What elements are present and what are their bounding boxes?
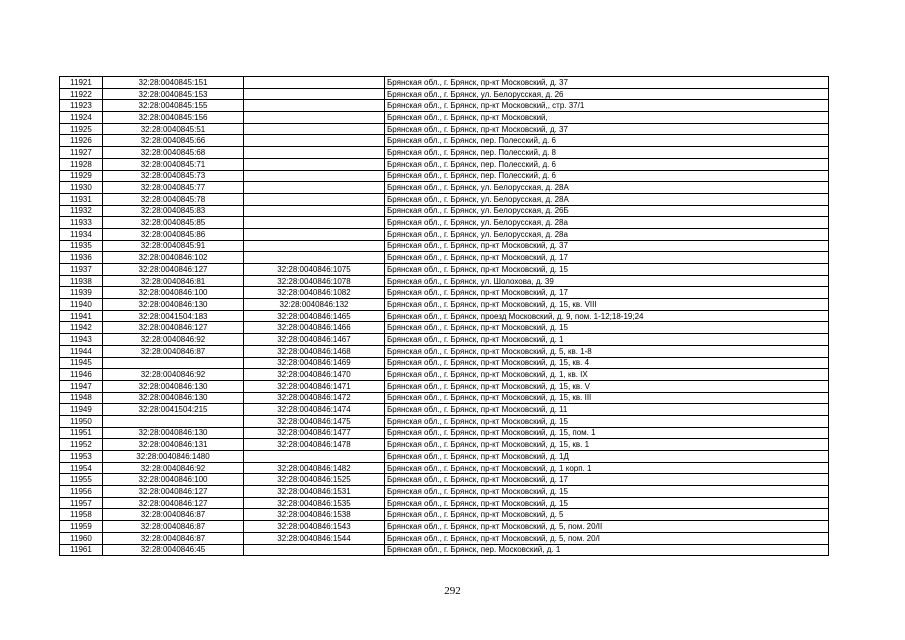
address-cell: Брянская обл., г. Брянск, пр-кт Московский, д. 1Д	[385, 451, 829, 463]
address-cell: Брянская обл., г. Брянск, пр-кт Московский, д. 5	[385, 509, 829, 521]
row-number-cell: 11959	[60, 521, 103, 533]
address-cell: Брянская обл., г. Брянск, пр-кт Московский, д. 15	[385, 497, 829, 509]
cadastral-number-cell: 32:28:0040846:130	[103, 392, 244, 404]
table-row	[60, 404, 829, 416]
table-row	[60, 228, 829, 240]
parcel-number-cell: 32:28:0040846:1538	[244, 509, 385, 521]
table-row	[60, 427, 829, 439]
table-row	[60, 380, 829, 392]
cadastral-number-cell	[103, 415, 244, 427]
table-row	[60, 170, 829, 182]
table-row	[60, 544, 829, 556]
row-number-cell: 11922	[60, 88, 103, 100]
cadastral-number-cell: 32:28:0040846:127	[103, 497, 244, 509]
parcel-number-cell: 32:28:0040846:1525	[244, 474, 385, 486]
row-number-cell: 11943	[60, 334, 103, 346]
parcel-number-cell	[244, 112, 385, 124]
cadastral-number-cell: 32:28:0040846:127	[103, 264, 244, 276]
address-cell: Брянская обл., г. Брянск, пр-кт Московский,, стр. 37/1	[385, 100, 829, 112]
cadastral-number-cell: 32:28:0040846:92	[103, 334, 244, 346]
table-row	[60, 77, 829, 89]
parcel-number-cell: 32:28:0040846:1468	[244, 345, 385, 357]
parcel-number-cell	[244, 170, 385, 182]
table-row	[60, 486, 829, 498]
row-number-cell: 11945	[60, 357, 103, 369]
cadastral-number-cell: 32:28:0040845:156	[103, 112, 244, 124]
table-row	[60, 497, 829, 509]
cadastral-number-cell: 32:28:0040846:87	[103, 345, 244, 357]
address-cell: Брянская обл., г. Брянск, ул. Белорусская, д. 28А	[385, 193, 829, 205]
table-row	[60, 135, 829, 147]
cadastral-number-cell: 32:28:0041504:215	[103, 404, 244, 416]
cadastral-number-cell: 32:28:0041504:183	[103, 310, 244, 322]
address-cell: Брянская обл., г. Брянск, пр-кт Московский, д. 1 корп. 1	[385, 462, 829, 474]
table-row	[60, 252, 829, 264]
parcel-number-cell: 32:28:0040846:1543	[244, 521, 385, 533]
parcel-number-cell: 32:28:0040846:1477	[244, 427, 385, 439]
row-number-cell: 11938	[60, 275, 103, 287]
parcel-number-cell	[244, 135, 385, 147]
table-row	[60, 345, 829, 357]
address-cell: Брянская обл., г. Брянск, ул. Белорусская, д. 28а	[385, 217, 829, 229]
row-number-cell: 11947	[60, 380, 103, 392]
table-row	[60, 462, 829, 474]
cadastral-number-cell: 32:28:0040845:151	[103, 77, 244, 89]
address-cell: Брянская обл., г. Брянск, пр-кт Московский, д. 1	[385, 334, 829, 346]
row-number-cell: 11926	[60, 135, 103, 147]
table-row	[60, 415, 829, 427]
cadastral-number-cell	[103, 357, 244, 369]
cadastral-number-cell: 32:28:0040846:130	[103, 380, 244, 392]
address-cell: Брянская обл., г. Брянск, пр-кт Московский, д. 17	[385, 252, 829, 264]
table-row	[60, 334, 829, 346]
cadastral-number-cell: 32:28:0040845:86	[103, 228, 244, 240]
table-row	[60, 264, 829, 276]
address-cell: Брянская обл., г. Брянск, пр-кт Московский, д. 5, пом. 20/II	[385, 521, 829, 533]
document-page	[59, 76, 829, 556]
cadastral-number-cell: 32:28:0040845:155	[103, 100, 244, 112]
row-number-cell: 11958	[60, 509, 103, 521]
address-cell: Брянская обл., г. Брянск, пр-кт Московский, д. 15	[385, 415, 829, 427]
cadastral-number-cell: 32:28:0040845:85	[103, 217, 244, 229]
parcel-number-cell: 32:28:0040846:1469	[244, 357, 385, 369]
address-cell: Брянская обл., г. Брянск, пр-кт Московский, д. 1, кв. IX	[385, 369, 829, 381]
address-cell: Брянская обл., г. Брянск, пр-кт Московский, д. 11	[385, 404, 829, 416]
cadastral-number-cell: 32:28:0040845:51	[103, 123, 244, 135]
row-number-cell: 11921	[60, 77, 103, 89]
table-row	[60, 287, 829, 299]
address-cell: Брянская обл., г. Брянск, пер. Полесский, д. 6	[385, 170, 829, 182]
row-number-cell: 11924	[60, 112, 103, 124]
parcel-number-cell	[244, 228, 385, 240]
parcel-number-cell	[244, 182, 385, 194]
row-number-cell: 11923	[60, 100, 103, 112]
row-number-cell: 11952	[60, 439, 103, 451]
row-number-cell: 11925	[60, 123, 103, 135]
cadastral-number-cell: 32:28:0040845:77	[103, 182, 244, 194]
cadastral-number-cell: 32:28:0040845:83	[103, 205, 244, 217]
table-row	[60, 240, 829, 252]
row-number-cell: 11956	[60, 486, 103, 498]
address-cell: Брянская обл., г. Брянск, пер. Московский, д. 1	[385, 544, 829, 556]
parcel-number-cell: 32:28:0040846:1475	[244, 415, 385, 427]
cadastral-number-cell: 32:28:0040846:87	[103, 509, 244, 521]
parcel-number-cell: 32:28:0040846:1544	[244, 532, 385, 544]
cadastral-number-cell: 32:28:0040845:66	[103, 135, 244, 147]
parcel-number-cell	[244, 123, 385, 135]
table-row	[60, 322, 829, 334]
table-row	[60, 158, 829, 170]
parcel-number-cell	[244, 88, 385, 100]
row-number-cell: 11931	[60, 193, 103, 205]
parcel-number-cell: 32:28:0040846:1472	[244, 392, 385, 404]
address-cell: Брянская обл., г. Брянск, пр-кт Московский, д. 15, кв. V	[385, 380, 829, 392]
parcel-number-cell	[244, 158, 385, 170]
cadastral-number-cell: 32:28:0040846:1480	[103, 451, 244, 463]
parcel-number-cell: 32:28:0040846:1471	[244, 380, 385, 392]
parcel-number-cell: 32:28:0040846:1482	[244, 462, 385, 474]
address-cell: Брянская обл., г. Брянск, пр-кт Московский, д. 15, кв. 4	[385, 357, 829, 369]
cadastral-number-cell: 32:28:0040846:87	[103, 521, 244, 533]
address-cell: Брянская обл., г. Брянск, пр-кт Московский, д. 17	[385, 287, 829, 299]
parcel-number-cell	[244, 77, 385, 89]
row-number-cell: 11953	[60, 451, 103, 463]
table-row	[60, 112, 829, 124]
row-number-cell: 11932	[60, 205, 103, 217]
table-row	[60, 521, 829, 533]
cadastral-number-cell: 32:28:0040846:92	[103, 369, 244, 381]
row-number-cell: 11951	[60, 427, 103, 439]
table-row	[60, 123, 829, 135]
table-row	[60, 182, 829, 194]
row-number-cell: 11950	[60, 415, 103, 427]
table-row	[60, 474, 829, 486]
cadastral-number-cell: 32:28:0040846:102	[103, 252, 244, 264]
parcel-number-cell	[244, 240, 385, 252]
table-row	[60, 217, 829, 229]
cadastral-number-cell: 32:28:0040845:153	[103, 88, 244, 100]
address-cell: Брянская обл., г. Брянск, пер. Полесский, д. 8	[385, 147, 829, 159]
address-cell: Брянская обл., г. Брянск, пр-кт Московский, д. 15, кв. VIII	[385, 299, 829, 311]
cadastral-number-cell: 32:28:0040846:45	[103, 544, 244, 556]
parcel-number-cell: 32:28:0040846:1474	[244, 404, 385, 416]
address-cell: Брянская обл., г. Брянск, пр-кт Московский, д. 5, пом. 20/I	[385, 532, 829, 544]
row-number-cell: 11940	[60, 299, 103, 311]
table-row	[60, 357, 829, 369]
address-cell: Брянская обл., г. Брянск, пр-кт Московский, д. 15, пом. 1	[385, 427, 829, 439]
cadastral-number-cell: 32:28:0040846:87	[103, 532, 244, 544]
parcel-number-cell: 32:28:0040846:1466	[244, 322, 385, 334]
address-cell: Брянская обл., г. Брянск, пр-кт Московский, д. 15	[385, 486, 829, 498]
table-row	[60, 369, 829, 381]
parcel-number-cell	[244, 147, 385, 159]
table-row	[60, 451, 829, 463]
address-cell: Брянская обл., г. Брянск, пр-кт Московский, д. 15	[385, 264, 829, 276]
row-number-cell: 11939	[60, 287, 103, 299]
address-cell: Брянская обл., г. Брянск, ул. Белорусская, д. 26	[385, 88, 829, 100]
row-number-cell: 11934	[60, 228, 103, 240]
row-number-cell: 11937	[60, 264, 103, 276]
cadastral-number-cell: 32:28:0040846:130	[103, 299, 244, 311]
parcel-number-cell: 32:28:0040846:132	[244, 299, 385, 311]
parcel-number-cell: 32:28:0040846:1531	[244, 486, 385, 498]
parcel-number-cell	[244, 451, 385, 463]
parcel-number-cell	[244, 544, 385, 556]
table-row	[60, 147, 829, 159]
parcel-number-cell: 32:28:0040846:1082	[244, 287, 385, 299]
parcel-number-cell	[244, 217, 385, 229]
cadastral-number-cell: 32:28:0040846:131	[103, 439, 244, 451]
address-cell: Брянская обл., г. Брянск, ул. Шолохова, д. 39	[385, 275, 829, 287]
cadastral-number-cell: 32:28:0040846:127	[103, 486, 244, 498]
row-number-cell: 11955	[60, 474, 103, 486]
table-row	[60, 509, 829, 521]
row-number-cell: 11961	[60, 544, 103, 556]
table-row	[60, 439, 829, 451]
cadastral-number-cell: 32:28:0040846:130	[103, 427, 244, 439]
cadastral-table	[59, 76, 829, 556]
table-row	[60, 532, 829, 544]
address-cell: Брянская обл., г. Брянск, пр-кт Московский, д. 15, кв. III	[385, 392, 829, 404]
parcel-number-cell: 32:28:0040846:1075	[244, 264, 385, 276]
parcel-number-cell	[244, 252, 385, 264]
address-cell: Брянская обл., г. Брянск, пер. Полесский, д. 6	[385, 158, 829, 170]
row-number-cell: 11957	[60, 497, 103, 509]
parcel-number-cell: 32:28:0040846:1465	[244, 310, 385, 322]
cadastral-number-cell: 32:28:0040845:71	[103, 158, 244, 170]
cadastral-number-cell: 32:28:0040845:91	[103, 240, 244, 252]
table-row	[60, 299, 829, 311]
row-number-cell: 11935	[60, 240, 103, 252]
parcel-number-cell: 32:28:0040846:1470	[244, 369, 385, 381]
table-row	[60, 310, 829, 322]
address-cell: Брянская обл., г. Брянск, ул. Белорусская, д. 28а	[385, 228, 829, 240]
parcel-number-cell: 32:28:0040846:1467	[244, 334, 385, 346]
cadastral-number-cell: 32:28:0040846:127	[103, 322, 244, 334]
parcel-number-cell	[244, 100, 385, 112]
cadastral-number-cell: 32:28:0040846:81	[103, 275, 244, 287]
row-number-cell: 11949	[60, 404, 103, 416]
row-number-cell: 11933	[60, 217, 103, 229]
row-number-cell: 11960	[60, 532, 103, 544]
row-number-cell: 11928	[60, 158, 103, 170]
table-body	[60, 77, 829, 556]
row-number-cell: 11927	[60, 147, 103, 159]
row-number-cell: 11930	[60, 182, 103, 194]
parcel-number-cell	[244, 205, 385, 217]
row-number-cell: 11954	[60, 462, 103, 474]
table-row	[60, 193, 829, 205]
address-cell: Брянская обл., г. Брянск, пр-кт Московский,	[385, 112, 829, 124]
address-cell: Брянская обл., г. Брянск, пр-кт Московский, д. 37	[385, 77, 829, 89]
address-cell: Брянская обл., г. Брянск, пр-кт Московский, д. 5, кв. 1-8	[385, 345, 829, 357]
table-row	[60, 275, 829, 287]
row-number-cell: 11941	[60, 310, 103, 322]
cadastral-number-cell: 32:28:0040845:68	[103, 147, 244, 159]
cadastral-number-cell: 32:28:0040846:100	[103, 287, 244, 299]
page-number: 292	[444, 585, 461, 597]
row-number-cell: 11948	[60, 392, 103, 404]
row-number-cell: 11946	[60, 369, 103, 381]
table-row	[60, 88, 829, 100]
row-number-cell: 11936	[60, 252, 103, 264]
row-number-cell: 11929	[60, 170, 103, 182]
parcel-number-cell: 32:28:0040846:1535	[244, 497, 385, 509]
address-cell: Брянская обл., г. Брянск, ул. Белорусская, д. 26Б	[385, 205, 829, 217]
row-number-cell: 11944	[60, 345, 103, 357]
parcel-number-cell: 32:28:0040846:1078	[244, 275, 385, 287]
address-cell: Брянская обл., г. Брянск, пер. Полесский, д. 6	[385, 135, 829, 147]
parcel-number-cell	[244, 193, 385, 205]
table-row	[60, 100, 829, 112]
address-cell: Брянская обл., г. Брянск, ул. Белорусская, д. 28А	[385, 182, 829, 194]
address-cell: Брянская обл., г. Брянск, пр-кт Московский, д. 37	[385, 123, 829, 135]
cadastral-number-cell: 32:28:0040846:92	[103, 462, 244, 474]
parcel-number-cell: 32:28:0040846:1478	[244, 439, 385, 451]
table-row	[60, 392, 829, 404]
address-cell: Брянская обл., г. Брянск, проезд Московский, д. 9, пом. 1-12;18-19;24	[385, 310, 829, 322]
row-number-cell: 11942	[60, 322, 103, 334]
address-cell: Брянская обл., г. Брянск, пр-кт Московский, д. 17	[385, 474, 829, 486]
cadastral-number-cell: 32:28:0040845:78	[103, 193, 244, 205]
address-cell: Брянская обл., г. Брянск, пр-кт Московский, д. 37	[385, 240, 829, 252]
cadastral-number-cell: 32:28:0040845:73	[103, 170, 244, 182]
table-row	[60, 205, 829, 217]
address-cell: Брянская обл., г. Брянск, пр-кт Московский, д. 15, кв. 1	[385, 439, 829, 451]
address-cell: Брянская обл., г. Брянск, пр-кт Московский, д. 15	[385, 322, 829, 334]
cadastral-number-cell: 32:28:0040846:100	[103, 474, 244, 486]
